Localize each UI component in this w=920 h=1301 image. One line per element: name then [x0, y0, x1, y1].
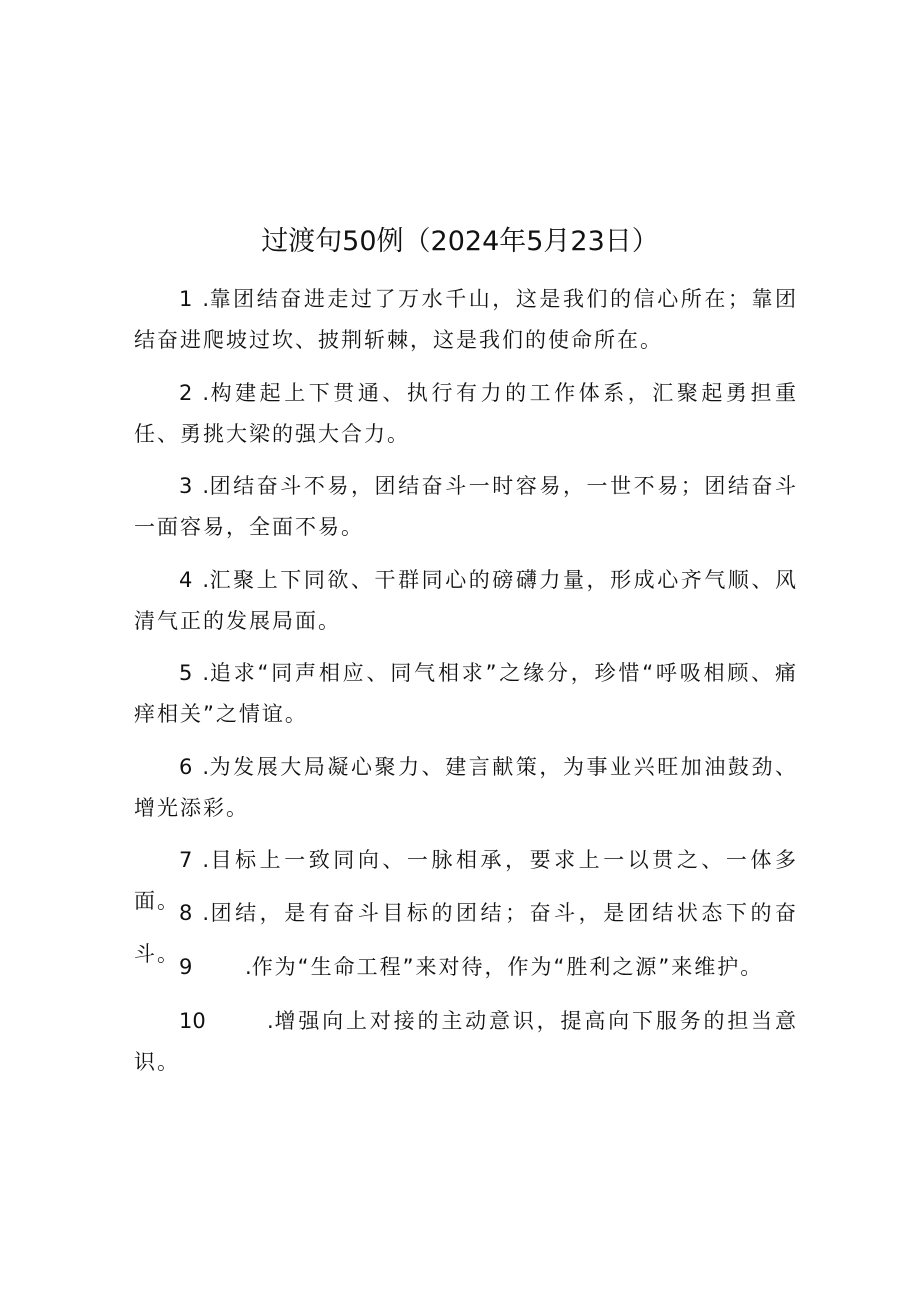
item-number: 3: [179, 474, 193, 498]
item-text: 汇聚上下同欲、干群同心的磅礴力量，形成心齐气顺、风清气正的发展局面。: [134, 568, 798, 633]
item-number: 2: [179, 381, 193, 405]
list-item: 7 .目标上一致同向、一脉相承，要求上一以贯之、一体多面。: [134, 840, 798, 922]
document-title: 过渡句50例（2024年5月23日）: [261, 226, 659, 257]
list-item: 6 .为发展大局凝心聚力、建言献策，为事业兴旺加油鼓劲、增光添彩。: [134, 747, 798, 829]
item-number: 1: [179, 287, 193, 311]
list-item: 8 .团结，是有奋斗目标的团结；奋斗，是团结状态下的奋斗。: [134, 893, 798, 975]
list-item: 3 .团结奋斗不易，团结奋斗一时容易，一世不易；团结奋斗一面容易，全面不易。: [134, 466, 798, 548]
item-number: 4: [179, 568, 193, 592]
item-number: 7: [179, 848, 193, 872]
item-number: 9: [179, 955, 193, 979]
item-text: 团结，是有奋斗目标的团结；奋斗，是团结状态下的奋斗。: [134, 901, 798, 966]
item-text: 为发展大局凝心聚力、建言献策，为事业兴旺加油鼓劲、增光添彩。: [134, 755, 798, 820]
item-number: 10: [179, 1009, 206, 1033]
item-text: 作为“生命工程”来对待，作为“胜利之源”来维护。: [251, 955, 764, 979]
item-text: 目标上一致同向、一脉相承，要求上一以贯之、一体多面。: [134, 848, 798, 913]
list-item: 9 .作为“生命工程”来对待，作为“胜利之源”来维护。: [134, 947, 798, 988]
item-number: 8: [179, 901, 193, 925]
item-text: 靠团结奋进走过了万水千山，这是我们的信心所在；靠团结奋进爬坡过坎、披荆斩棘，这是我们的使命所在。: [134, 287, 798, 352]
list-item: 4 .汇聚上下同欲、干群同心的磅礴力量，形成心齐气顺、风清气正的发展局面。: [134, 560, 798, 642]
item-number: 5: [179, 661, 193, 685]
item-text: 增强向上对接的主动意识，提高向下服务的担当意识。: [134, 1009, 798, 1074]
item-number: 6: [179, 755, 193, 779]
item-text: 团结奋斗不易，团结奋斗一时容易，一世不易；团结奋斗一面容易，全面不易。: [134, 474, 798, 539]
list-item: 10 .增强向上对接的主动意识，提高向下服务的担当意识。: [134, 1001, 798, 1083]
item-text: 构建起上下贯通、执行有力的工作体系，汇聚起勇担重任、勇挑大梁的强大合力。: [134, 381, 798, 446]
list-item: 2 .构建起上下贯通、执行有力的工作体系，汇聚起勇担重任、勇挑大梁的强大合力。: [134, 373, 798, 455]
item-text: 追求“同声相应、同气相求”之缘分，珍惜“呼吸相顾、痛痒相关”之情谊。: [134, 661, 798, 726]
list-item: 1 .靠团结奋进走过了万水千山，这是我们的信心所在；靠团结奋进爬坡过坎、披荆斩棘，这是我们的使命所在。: [134, 279, 798, 361]
list-item: 5 .追求“同声相应、同气相求”之缘分，珍惜“呼吸相顾、痛痒相关”之情谊。: [134, 653, 798, 735]
